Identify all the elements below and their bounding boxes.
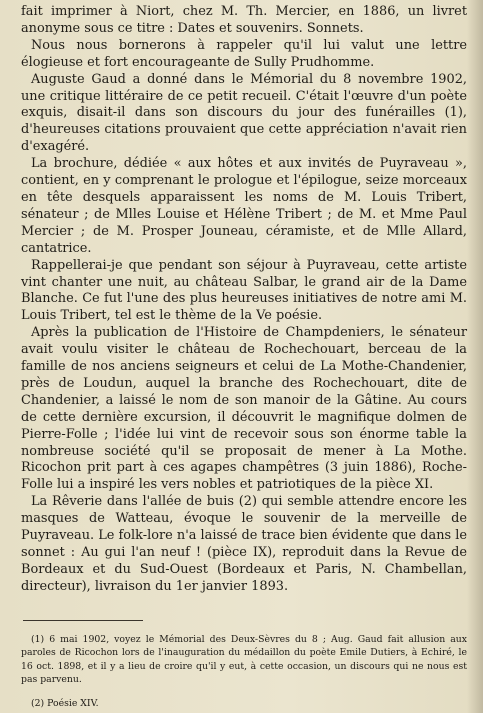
- body-text: [21, 4, 467, 596]
- paragraph-4: La brochure, dédiée « aux hôtes et aux invités de Puyraveau », contient, en y comprenant le prologue et l'épilogue, seize morceaux en tête desquels apparaissent les noms de M. Louis Tribert, sénateur ; de Mlles Louise et Hélène Tribert ; de M. et Mme Paul Mercier ; de M. Prosper Jouneau, céramiste, et de Mlle Allard, cantatrice.: [21, 156, 467, 256]
- paragraph-2: Nous nous bornerons à rappeler qu'il lui valut une lettre élogieuse et fort encourageante de Sully Prudhomme.: [21, 37, 467, 70]
- footnote-2: (2) Poésie XIV.: [31, 698, 99, 710]
- footnote-divider: [23, 620, 143, 621]
- paragraph-3: Auguste Gaud a donné dans le Mémorial du 8 novembre 1902, une critique littéraire de ce petit recueil. C'était l'œuvre d'un poète exquis, disait-il dans son discours du jour des funérailles (1), d'heureuses citations prouvaient que cette appréciation n'avait rien d'exagéré.: [21, 71, 467, 155]
- paragraph-1: fait imprimer à Niort, chez M. Th. Mercier, en 1886, un livret anonyme sous ce titre : Dates et souvenirs. Sonnets.: [21, 4, 467, 36]
- footnote-1: (1) 6 mai 1902, voyez le Mémorial des Deux-Sèvres du 8 ; Aug. Gaud fait allusion aux paroles de Ricochon lors de l'inauguration du médaillon du poète Emile Dutiers, à Echiré, le 16 oct. 1898, et il y a lieu de croire qu'il y eut, à cette occasion, un discours qui ne nous est pas parvenu.: [21, 634, 467, 685]
- paragraph-5: Rappellerai-je que pendant son séjour à Puyraveau, cette artiste vint chanter une nuit, au château Salbar, le grand air de la Dame Blanche. Ce fut l'une des plus heureuses initiatives de notre ami M. Louis Tribert, tel est le thème de la Ve poésie.: [21, 257, 467, 324]
- footnotes: [21, 633, 467, 710]
- page-edge-shadow: [467, 0, 483, 713]
- paragraph-7: La Rêverie dans l'allée de buis (2) qui semble attendre encore les masques de Watteau, évoque le souvenir de la merveille de Puyraveau. Le folk-lore n'a laissé de trace bien évidente que dans le sonnet : Au gui l'an neuf ! (pièce IX), reproduit dans la Revue de Bordeaux et du Sud-Ouest (Bordeaux et Paris, N. Chambellan, directeur), livraison du 1er janvier 1893.: [21, 494, 467, 594]
- paragraph-6: Après la publication de l'Histoire de Champdeniers, le sénateur avait voulu visiter le château de Rochechouart, berceau de la famille de nos anciens seigneurs et celui de La Mothe-Chandenier, près de Loudun, auquel la branche des Rochechouart, dite de Chandenier, a laissé le nom de son manoir de la Gâtine. Au cours de cette dernière excursion, il découvrit le magnifique dolmen de Pierre-Folle ; l'idée lui vint de recevoir sous son énorme table la nombreuse société qu'il se proposait de mener à La Mothe. Ricochon prit part à ces agapes champêtres (3 juin 1886), Roche-Folle lui a inspiré les vers nobles et patriotiques de la pièce XI.: [21, 325, 467, 493]
